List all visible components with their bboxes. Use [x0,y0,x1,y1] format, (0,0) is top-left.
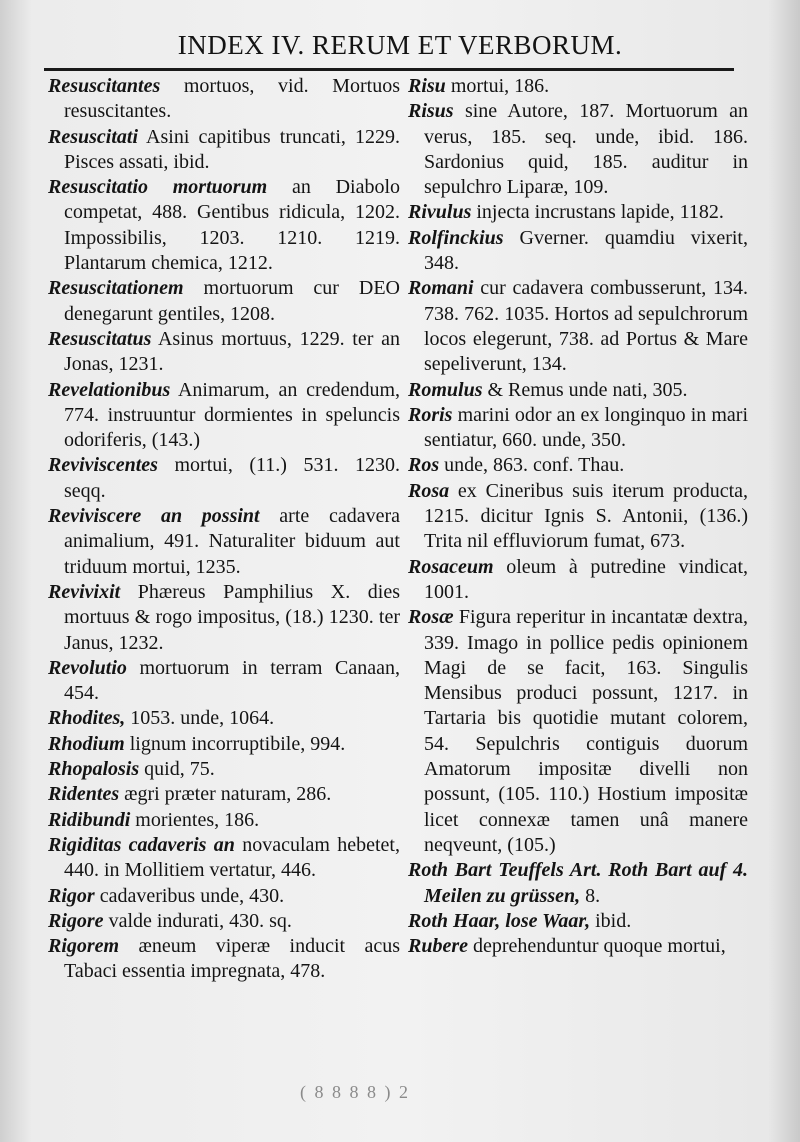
index-entry [48,909,400,934]
index-entry [408,909,748,934]
entry-text: novaculam hebetet, 440. in Mollitiem vertatur, 446. [64,833,400,882]
entry-headword: Rosaceum [408,555,494,578]
entry-text: valde indurati, 430. sq. [108,909,292,932]
entry-text: marini odor an ex longinquo in mari sentiatur, 660. unde, 350. [424,403,748,452]
index-entry [48,327,400,378]
index-entry [48,453,400,504]
index-entry [48,276,400,327]
index-entry [408,74,748,99]
entry-text: injecta incrustans lapide, 1182. [476,201,724,224]
entry-text: 8. [585,884,601,907]
entry-text: mortuorum cur DEO denegarunt gentiles, 1208. [64,277,401,325]
entry-headword: Risu [408,75,446,97]
entry-headword: Roth Bart Teuffels Art. Roth Bart auf 4. Meilen zu grüssen, [408,859,748,907]
entry-text: morientes, 186. [135,808,260,831]
index-entry [408,934,748,959]
index-entry [408,200,748,225]
entry-text: cur cadavera combusserunt, 134. 738. 762. 1035. Hortos ad sepulchrorum locos elegerunt, 738. ad Portus & Mare sepeliverunt, 134. [424,277,748,376]
entry-headword: Ros [408,454,440,477]
entry-headword: Resuscitatio mortuorum [48,176,268,199]
entry-text: Asinus mortuus, 1229. ter an Jonas, 1231. [64,327,400,376]
entry-text: unde, 863. conf. Thau. [444,454,625,477]
entry-headword: Rhodites, [48,707,126,730]
index-entry [408,555,748,606]
index-entry [48,757,400,782]
index-entry [48,706,400,731]
entry-text: 1053. unde, 1064. [130,707,275,730]
entry-headword: Rubere [408,935,468,958]
index-entry [408,858,748,909]
entry-headword: Rigor [48,884,95,907]
entry-text: mortuos, vid. Mortuos resuscitantes. [64,75,401,123]
index-entry [48,782,400,807]
index-entry [48,833,400,884]
signature-mark: ( 8 8 8 8 ) 2 [300,1082,410,1102]
left-column [48,74,400,985]
entry-text: mortuorum in terram Canaan, 454. [64,656,400,705]
entry-text: æneum viperæ inducit acus Tabaci essentia impregnata, 478. [64,935,401,983]
index-entry [408,99,748,200]
index-entry [48,884,400,909]
entry-headword: Rolfinckius [408,226,504,249]
entry-text: quid, 75. [144,758,215,781]
entry-text: mortui, (11.) 531. 1230. seqq. [64,454,400,502]
index-entry [48,808,400,833]
entry-headword: Revelationibus [48,378,171,401]
entry-headword: Reviviscere an possint [48,505,260,528]
index-entry [48,74,400,125]
entry-text: lignum incorruptibile, 994. [129,732,346,755]
entry-headword: Ridibundi [48,808,131,831]
entry-headword: Resuscitatus [48,327,152,350]
index-entry [48,504,400,580]
entry-headword: Ridentes [48,783,120,806]
right-column [408,74,748,959]
index-entry [48,656,400,707]
entry-text: mortui, 186. [450,75,550,97]
entry-headword: Rigore [48,909,104,932]
page-title: INDEX IV. RERUM ET VERBORUM. [177,30,623,60]
entry-text: ibid. [595,909,632,932]
entry-text: arte cadavera animalium, 491. Naturaliter biduum aut triduum mortui, 1235. [64,505,401,578]
entry-headword: Rivulus [408,201,472,224]
index-entry [408,605,748,858]
index-entry [48,580,400,656]
entry-headword: Resuscitati [48,125,139,148]
entry-text: Animarum, an credendum, 774. instruuntur dormientes in speluncis odoriferis, (143.) [64,378,400,452]
entry-headword: Resuscitantes [48,75,161,97]
index-entry [408,453,748,478]
entry-text: an Diabolo competat, 488. Gentibus ridicula, 1202. Impossibilis, 1203. 1210. 1219. Plantarum chemica, 1212. [64,176,401,275]
entry-text: oleum à putredine vindicat, 1001. [424,555,748,603]
entry-text: Gverner. quamdiu vixerit, 348. [424,226,748,275]
entry-text: & Remus unde nati, 305. [487,378,688,401]
index-entry [408,403,748,454]
entry-text: ægri præter naturam, 286. [124,783,332,806]
entry-headword: Rigorem [48,935,120,958]
entry-headword: Rosa [408,479,450,502]
entry-headword: Rosæ [408,606,454,629]
index-entry [48,125,400,176]
entry-headword: Roth Haar, lose Waar, [408,909,591,932]
entry-headword: Rhodium [48,732,125,755]
index-entry [408,276,748,377]
index-entry [48,934,400,985]
entry-text: cadaveribus unde, 430. [99,884,285,907]
index-entry [408,479,748,555]
index-entry [408,226,748,277]
entry-headword: Rigiditas cadaveris an [48,833,235,856]
entry-text: ex Cineribus suis iterum producta, 1215. dicitur Ignis S. Antonii, (136.) Trita nil effluviorum fumat, 673. [424,479,749,553]
entry-text: Asini capitibus truncati, 1229. Pisces assati, ibid. [64,125,400,173]
index-entry [48,378,400,454]
entry-headword: Roris [408,403,453,426]
entry-headword: Risus [408,100,454,123]
index-entry [48,175,400,276]
entry-text: Phæreus Pamphilius X. dies mortuus & rogo impositus, (18.) 1230. ter Janus, 1232. [64,580,401,654]
index-entry [48,732,400,757]
entry-text: Figura reperitur in incantatæ dextra, 339. Imago in pollice pedis opinionem Magi de se facit, 163. Singulis Mensibus produci possunt, 1217. in Tartaria bis quotidie mutant colorem, 54. Sepulchris contiguis duorum Amatorum impositæ divelli non possunt, (105. 110.) Hostium impositæ licet connexæ tamen unâ manere neqveunt, (105.) [424,606,749,856]
entry-headword: Reviviscentes [48,454,158,477]
entry-headword: Romulus [408,378,483,401]
entry-headword: Resuscitationem [48,277,184,300]
entry-headword: Romani [408,277,474,300]
entry-headword: Rhopalosis [48,758,140,781]
entry-headword: Revolutio [48,656,127,679]
entry-headword: Revivixit [48,580,121,603]
index-entry [408,378,748,403]
entry-text: deprehenduntur quoque mortui, [473,935,726,958]
header-rule [44,68,734,71]
entry-text: sine Autore, 187. Mortuorum an verus, 185. seq. unde, ibid. 186. Sardonius quid, 185. auditur in sepulchro Liparæ, 109. [424,100,749,199]
